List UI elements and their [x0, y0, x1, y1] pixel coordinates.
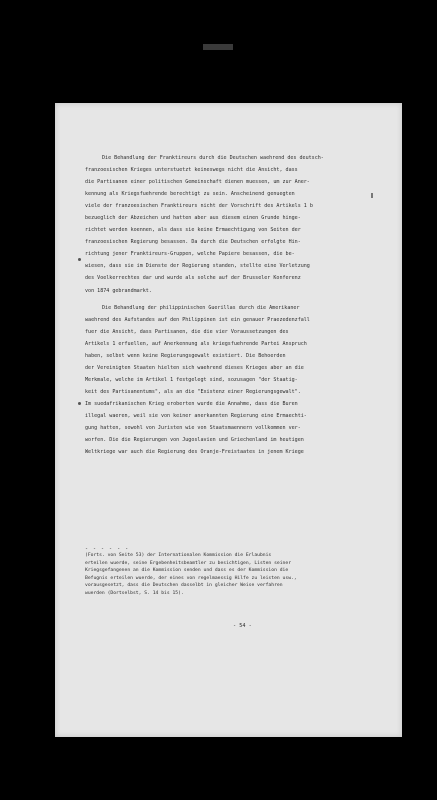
footnote-line: Befugnis erteilen wuerde, der eines von regelmaessig Hilfe zu leisten usw., [85, 575, 297, 581]
text-line: haben, selbst wenn keine Regierungsgewalt existiert. Die Behoerden [85, 352, 286, 359]
text-line: illegal waeren, weil sie von keiner anerkannten Regierung eine Ermaechti- [85, 412, 307, 419]
body-text [85, 152, 377, 458]
text-line: keit des Partisanentums", als an die "Existenz einer Regierungsgewalt". [85, 388, 301, 395]
text-line: richtung jener Franktireurs-Gruppen, welche Papiere besassen, die be- [85, 251, 295, 258]
footnote-line: vorausgesetzt, dass die Deutschen dasselbt in gleicher Weise verfahren [85, 583, 283, 588]
footnote [85, 552, 380, 597]
text-line: viele der franzoesischen Franktireurs nicht der Vorschrift des Artikels 1 b [85, 203, 313, 210]
footnote-line: (Forts. von Seite 53) der Internationalen Kommission die Erlaubnis [85, 553, 272, 558]
text-line: von 1874 gebrandmarkt. [85, 287, 152, 294]
footnote-line: erteilen wuerde, seine Ergebenheitsbeamtler zu besichtigen, Listen seiner [85, 560, 292, 566]
text-line: worfen. Die die Regierungen von Jugoslavien und Griechenland im heutigen [85, 437, 304, 444]
document-page [55, 103, 402, 737]
text-line: fuer die Ansicht, dass Partisanen, die die vier Voraussetzungen des [85, 328, 289, 335]
punch-hole [78, 258, 81, 261]
footnote-line: wuerden (Dortselbst, S. 14 bis 15). [85, 590, 184, 596]
text-line: wiesen, dass sie im Dienste der Regierung standen, stellte eine Verletzung [85, 263, 310, 270]
text-line: kennung als Kriegsfuehrende berechtigt zu sein. Anscheinend genuegten [85, 191, 295, 198]
text-line: der Vereinigten Staaten hielten sich waehrend dieses Krieges aber an die [85, 364, 304, 371]
text-line: Merkmale, welche im Artikel 1 festgelegt sind, sozusagen "der Staatig- [85, 376, 298, 383]
text-line: Im suedafrikanischen Krieg eroberten wurde die Annahme, dass die Buren [85, 400, 298, 407]
text-line: gung hatten, sowohl von Juristen wie von Staatsmaennern vollkommen ver- [85, 425, 301, 432]
text-line: Weltkriege war auch die Regierung des Oranje-Freistaates in jenem Kriege [85, 449, 304, 456]
text-line: richtet werden koennen, als dass sie keine Ermaechtigung von Seiten der [85, 227, 301, 234]
footnote-separator: - - - - - - [85, 546, 130, 552]
text-line: Die Behandlung der philippinischen Guerillas durch die Amerikaner [102, 304, 300, 311]
text-line: bezueglich der Abzeichen und hatten aber aus diesem einen Grunde hinge- [85, 215, 301, 222]
text-line: die Partisanen einer politischen Gemeinschaft dienen muessen, um zur Aner- [85, 179, 310, 186]
footnote-line: Kriegsgefangenen an die Kommission senden und dass es der Kommission die [85, 568, 289, 573]
punch-hole [78, 402, 81, 405]
top-edge-mark [203, 44, 233, 50]
text-line: franzoesischen Krieges unterstuetzt keineswegs nicht die Ansicht, dass [85, 167, 298, 174]
text-line: franzoesischen Regierung besassen. Da durch die Deutschen erfolgte Hin- [85, 239, 301, 246]
text-line: Artikels 1 erfuellen, auf Anerkennung als kriegsfuehrende Partei Anspruch [85, 340, 307, 347]
text-line: Die Behandlung der Franktireurs durch die Deutschen waehrend des deutsch- [102, 155, 324, 161]
text-line: des Voelkerrechtes dar und wurde als solche auf der Brusseler Konferenz [85, 275, 301, 282]
page-number: - 54 - [233, 623, 252, 629]
text-line: waehrend des Aufstandes auf den Philippinen ist ein genauer Praezedenzfall [85, 316, 310, 323]
